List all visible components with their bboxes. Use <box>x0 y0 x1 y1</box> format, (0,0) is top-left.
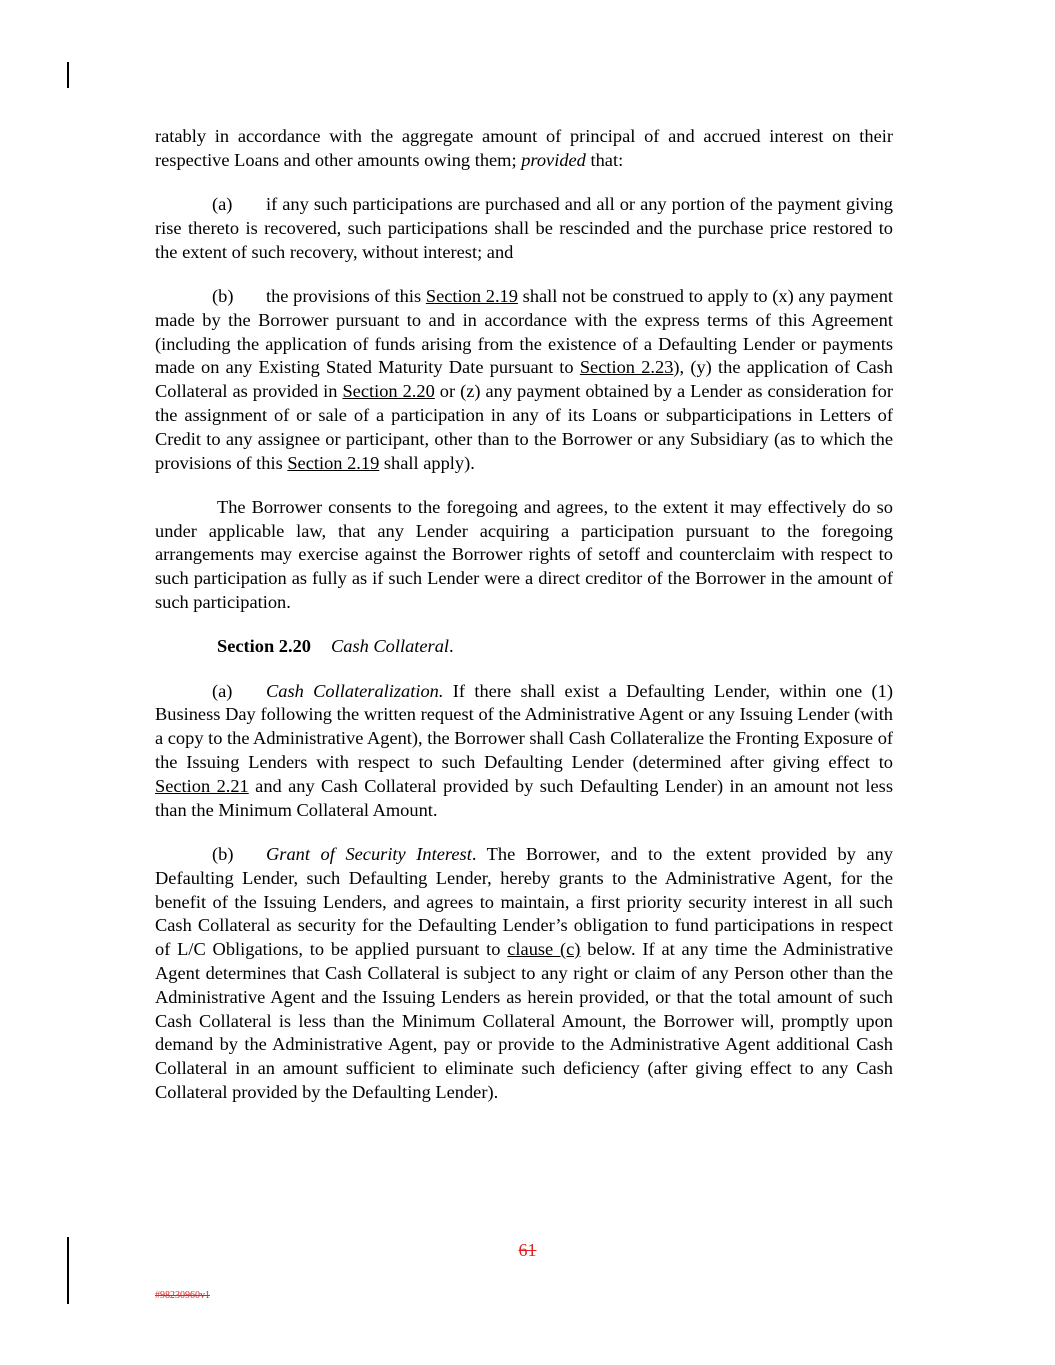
clause-b-text: the provisions of this <box>266 285 426 306</box>
clause-ref-c[interactable]: clause (c) <box>507 939 581 960</box>
intro-text: ratably in accordance with the aggregate amount of principal of and accrued interest on their respective Loans and other amounts owing them; <box>155 126 893 170</box>
section-ref-2-19[interactable]: Section 2.19 <box>287 452 380 473</box>
section-ref-2-19[interactable]: Section 2.19 <box>425 285 518 306</box>
consent-paragraph <box>155 496 893 615</box>
clause-b-paragraph <box>155 285 893 475</box>
section-number: Section 2.20 <box>217 636 311 657</box>
change-bar-top <box>67 62 69 88</box>
subsection-a-title: Cash Collateralization. <box>266 680 444 701</box>
clause-a-paragraph <box>155 193 893 264</box>
clause-a-text: if any such participations are purchased and all or any portion of the payment giving rise thereto is recovered, such participations shall be rescinded and the purchase price restored to the extent of such recovery, without interest; and <box>155 194 893 262</box>
intro-text-end: that: <box>585 149 624 170</box>
clause-b-marker: (b) <box>212 285 234 306</box>
section-ref-2-23[interactable]: Section 2.23 <box>579 357 674 378</box>
section-title: Cash Collateral <box>331 636 450 657</box>
subsection-b-text: . The Borrower, and to the extent provided by any Defaulting Lender, such Defaulting Lender, hereby grants to the Administrative Agent, for the benefit of the Issuing Lenders, and agrees to maintain, a first priority security interest in all such Cash Collateral as security for the Defaulting Lender’s obligation to fund participations in respect of L/C Obligations, to be applied pursuant to <box>155 843 893 960</box>
provided-term: provided <box>521 149 586 170</box>
subsection-a-paragraph <box>155 680 893 823</box>
document-page <box>155 125 893 1105</box>
section-ref-2-20[interactable]: Section 2.20 <box>342 381 435 402</box>
clause-b-text: shall apply). <box>379 452 475 473</box>
consent-text: The Borrower consents to the foregoing and agrees, to the extent it may effectively do so under applicable law, that any Lender acquiring a participation pursuant to the foregoing arrangements may exercise against the Borrower rights of setoff and counterclaim with respect to such participation as fully as if such Lender were a direct creditor of the Borrower in the amount of such participation. <box>155 496 893 613</box>
clause-b-text: shall not be construed to apply to (x) any payment made by the Borrower pursuant to and in accordance with the express terms of this Agreement (including the application of funds arising from the existence of a Defaulting Lender or payments made on any Existing Stated Maturity Date pursuant to <box>155 285 894 378</box>
document-id: #98230960v1 <box>155 1290 210 1301</box>
section-heading <box>155 635 893 659</box>
subsection-b-paragraph <box>155 843 893 1105</box>
clause-a-marker: (a) <box>212 194 233 215</box>
page-number: 61 <box>518 1240 537 1260</box>
section-title-period: . <box>449 636 454 657</box>
intro-paragraph <box>155 125 893 173</box>
subsection-a-text: If there shall exist a Defaulting Lender, within one (1) Business Day following the written request of the Administrative Agent or any Issuing Lender (with a copy to the Administrative Agent), the Borrower shall Cash Collateralize the Fronting Exposure of the Issuing Lenders with respect to such Defaulting Lender (determined after giving effect to <box>155 680 894 773</box>
section-ref-2-21[interactable]: Section 2.21 <box>155 775 249 796</box>
subsection-b-text: below. If at any time the Administrative Agent determines that Cash Collateral is subject to any right or claim of any Person other than the Administrative Agent and the Issuing Lenders as herein provided, or that the total amount of such Cash Collateral is less than the Minimum Collateral Amount, the Borrower will, promptly upon demand by the Administrative Agent, pay or provide to the Administrative Agent additional Cash Collateral in an amount sufficient to eliminate such deficiency (after giving effect to any Cash Collateral provided by the Defaulting Lender). <box>155 939 893 1102</box>
subsection-b-title: Grant of Security Interest <box>266 843 472 864</box>
subsection-a-text: and any Cash Collateral provided by such Defaulting Lender) in an amount not less than the Minimum Collateral Amount. <box>155 775 893 820</box>
subsection-b-marker: (b) <box>212 843 234 864</box>
clause-b-text: ), (y) the application of Cash Collateral as provided in <box>155 357 893 402</box>
clause-b-text: or (z) any payment obtained by a Lender as consideration for the assignment of or sale of a participation in any of its Loans or subparticipations in Letters of Credit to any assignee or participant, other than to the Borrower or any Subsidiary (as to which the provisions of this <box>155 381 894 473</box>
subsection-a-marker: (a) <box>212 680 233 701</box>
